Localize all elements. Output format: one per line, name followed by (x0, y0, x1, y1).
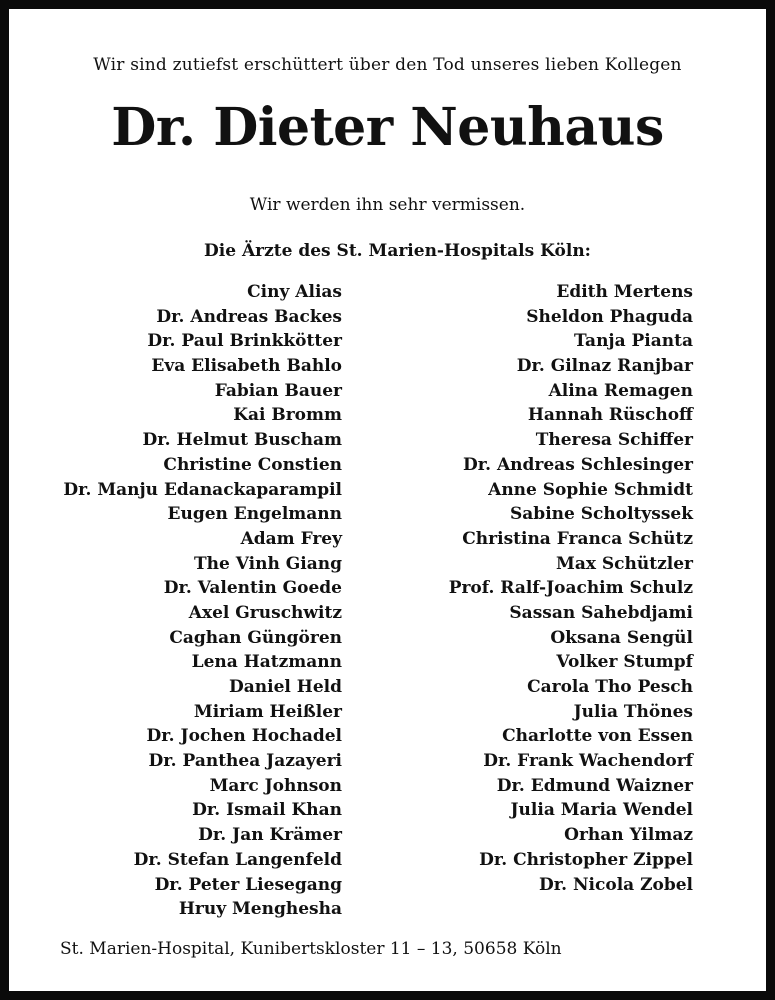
signatory-name: Dr. Frank Wachendorf (483, 751, 693, 772)
signatory-name: Axel Gruschwitz (188, 602, 342, 623)
signatory-name: Lena Hatzmann (191, 652, 342, 673)
signatory-name: Dr. Panthea Jazayeri (148, 751, 342, 772)
signatory-name: Dr. Andreas Backes (156, 306, 342, 327)
signatory-name: Hannah Rüschoff (527, 405, 693, 426)
signatory-name: Eugen Engelmann (167, 504, 342, 525)
signatory-name: Dr. Ismail Khan (192, 800, 342, 821)
signatory-name: Kai Bromm (233, 405, 342, 426)
signatory-name: Sheldon Phaguda (526, 306, 693, 327)
signatory-name: Theresa Schiffer (535, 430, 693, 451)
signatory-name: Dr. Paul Brinkkötter (147, 331, 342, 352)
signatory-name: Tanja Pianta (574, 331, 693, 352)
signatory-name: Sassan Sahebdjami (509, 602, 693, 623)
signatory-name: Prof. Ralf-Joachim Schulz (448, 578, 693, 599)
signatory-name: Anne Sophie Schmidt (488, 479, 693, 500)
signatory-name: Oksana Sengül (550, 627, 693, 648)
signatory-name: Dr. Helmut Buscham (142, 430, 342, 451)
signatory-name: Julia Thönes (573, 701, 693, 722)
signatory-name: Dr. Gilnaz Ranjbar (516, 356, 693, 377)
signatory-name: Dr. Peter Liesegang (154, 874, 342, 895)
signatory-name: Christine Constien (163, 454, 342, 475)
signatory-name: Dr. Stefan Langenfeld (133, 849, 342, 870)
signatory-name: Edith Mertens (556, 282, 693, 302)
signatory-name: Charlotte von Essen (502, 726, 693, 747)
signatory-name: Carola Tho Pesch (527, 677, 693, 697)
group-heading: Die Ärzte des St. Marien-Hospitals Köln: (204, 241, 591, 261)
deceased-name: Dr. Dieter Neuhaus (111, 97, 664, 158)
signatory-name: Dr. Edmund Waizner (496, 775, 693, 796)
signatory-name: Caghan Güngören (169, 627, 342, 648)
signatory-name: Dr. Christopher Zippel (479, 849, 693, 870)
signatory-name: Sabine Scholtyssek (510, 504, 693, 525)
signatory-name: Eva Elisabeth Bahlo (151, 356, 342, 377)
signatory-name: Dr. Valentin Goede (163, 578, 342, 599)
signatory-name: Ciny Alias (247, 282, 342, 302)
signatory-name: Orhan Yilmaz (564, 825, 693, 846)
hospital-address: St. Marien-Hospital, Kunibertskloster 11 – 13, 50658 Köln (60, 939, 562, 959)
names-column-right (449, 280, 693, 897)
signatory-name: Miriam Heißler (193, 701, 342, 722)
signatory-name: Daniel Held (229, 677, 342, 697)
signatory-name: The Vinh Giang (194, 553, 342, 574)
signatory-name: Marc Johnson (209, 775, 342, 796)
signatory-name: Dr. Jan Krämer (198, 825, 342, 846)
signatory-name: Dr. Manju Edanackaparampil (63, 479, 342, 500)
signatory-name: Max Schützler (556, 553, 693, 574)
signatory-name: Dr. Andreas Schlesinger (463, 454, 693, 475)
signatory-name: Volker Stumpf (556, 652, 693, 673)
farewell-line: Wir werden ihn sehr vermissen. (249, 195, 526, 215)
signatory-name: Dr. Jochen Hochadel (146, 726, 342, 747)
signatory-name: Dr. Nicola Zobel (539, 874, 693, 895)
names-column-left (63, 280, 342, 922)
signatory-name: Julia Maria Wendel (510, 800, 693, 821)
signatory-name: Hruy Menghesha (178, 899, 342, 920)
signatory-name: Alina Remagen (548, 380, 693, 401)
intro-line: Wir sind zutiefst erschüttert über den Tod unseres lieben Kollegen (93, 55, 682, 75)
signatory-name: Christina Franca Schütz (462, 528, 693, 549)
signatory-name: Adam Frey (240, 528, 342, 549)
signatory-name: Fabian Bauer (214, 380, 342, 401)
